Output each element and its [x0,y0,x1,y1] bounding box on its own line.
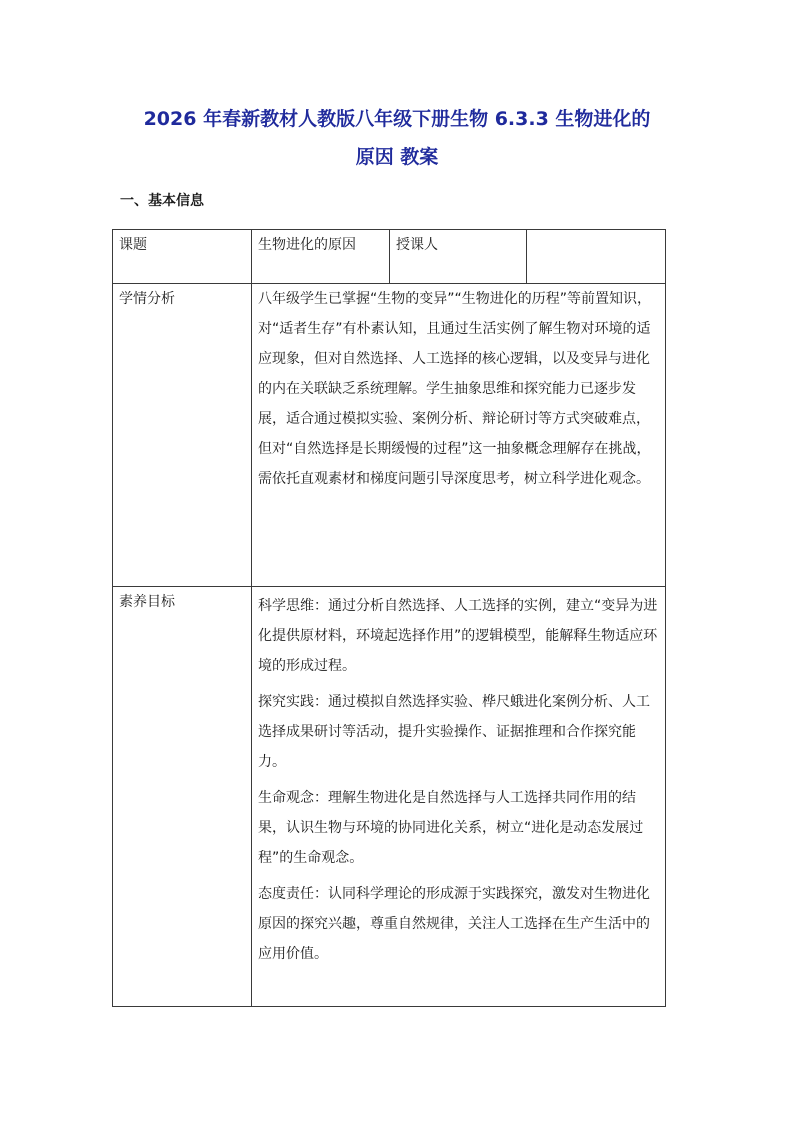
analysis-label: 学情分析 [113,284,252,587]
section-heading: 一、基本信息 [120,193,204,209]
basic-info-table [112,229,666,1007]
goal-science-thinking: 科学思维：通过分析自然选择、人工选择的实例，建立“变异为进化提供原材料，环境起选择作用”的逻辑模型，能解释生物适应环境的形成过程。 [258,598,658,674]
topic-label: 课题 [113,230,252,284]
table-row-goals [113,587,666,1007]
goal-inquiry-practice: 探究实践：通过模拟自然选择实验、桦尺蛾进化案例分析、人工选择成果研讨等活动，提升实验操作、证据推理和合作探究能力。 [258,694,650,770]
goal-life-concept: 生命观念：理解生物进化是自然选择与人工选择共同作用的结果，认识生物与环境的协同进化关系，树立“进化是动态发展过程”的生命观念。 [258,790,644,866]
table-row-topic [113,230,666,284]
goals-label: 素养目标 [113,587,252,1007]
analysis-content: 八年级学生已掌握“生物的变异”“生物进化的历程”等前置知识，对“适者生存”有朴素认知，且通过生活实例了解生物对环境的适应现象，但对自然选择、人工选择的核心逻辑，以及变异与进化的内在关联缺乏系统理解。学生抽象思维和探究能力已逐步发展，适合通过模拟实验、案例分析、辩论研讨等方式突破难点，但对“自然选择是长期缓慢的过程”这一抽象概念理解存在挑战，需依托直观素材和梯度问题引导深度思考，树立科学进化观念。 [252,284,666,587]
document-title [100,100,694,176]
goal-attitude-responsibility: 态度责任：认同科学理论的形成源于实践探究，激发对生物进化原因的探究兴趣，尊重自然规律，关注人工选择在生产生活中的应用价值。 [258,886,650,962]
topic-value: 生物进化的原因 [252,230,390,284]
teacher-value [527,230,666,284]
goals-content [252,587,666,1007]
title-line-2: 原因 教案 [355,146,439,168]
title-line-1: 2026 年春新教材人教版八年级下册生物 6.3.3 生物进化的 [143,108,651,130]
teacher-label: 授课人 [390,230,527,284]
table-row-analysis [113,284,666,587]
